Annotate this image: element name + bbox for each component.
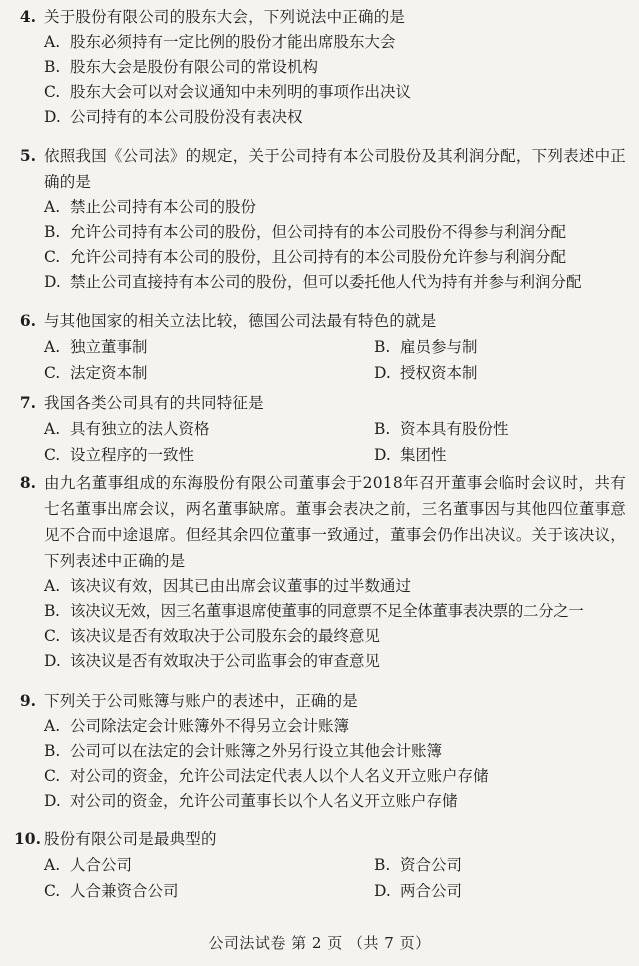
option-b: B. 该决议无效，因三名董事退席使董事的同意票不足全体董事表决票的二分之一 [44, 602, 584, 620]
question-stem: 与其他国家的相关立法比较，德国公司法最有特色的就是 [44, 312, 437, 330]
option-d: D. 该决议是否有效取决于公司监事会的审查意见 [44, 652, 381, 670]
question-stem: 关于股份有限公司的股东大会，下列说法中正确的是 [44, 8, 406, 26]
option-a: A. 该决议有效，因其已由出席会议董事的过半数通过 [44, 577, 412, 595]
option-b: B. 资本具有股份性 [374, 420, 509, 438]
option-d: D. 集团性 [374, 446, 447, 464]
option-a: A. 股东必须持有一定比例的股份才能出席股东大会 [44, 33, 396, 51]
option-c: C. 允许公司持有本公司的股份，且公司持有的本公司股份允许参与利润分配 [44, 248, 567, 266]
question-9 [14, 688, 626, 814]
question-number: 9. [19, 691, 36, 710]
option-d: D. 对公司的资金，允许公司董事长以个人名义开立账户存储 [44, 792, 458, 810]
option-a: A. 具有独立的法人资格 [44, 420, 210, 438]
option-c: C. 对公司的资金，允许公司法定代表人以个人名义开立账户存储 [44, 767, 489, 785]
option-d: D. 公司持有的本公司股份没有表决权 [44, 108, 303, 126]
option-a: A. 公司除法定会计账簿外不得另立会计账簿 [44, 717, 350, 735]
option-c: C. 该决议是否有效取决于公司股东会的最终意见 [44, 627, 381, 645]
option-c: C. 设立程序的一致性 [44, 446, 195, 464]
question-8 [14, 470, 626, 674]
question-10 [14, 826, 626, 904]
question-stem: 由九名董事组成的东海股份有限公司董事会于2018年召开董事会临时会议时，共有七名董事出席会议，两名董事缺席。董事会表决之前，三名董事因与其他四位董事意见不合而中途退席。但经其余四位董事一致通过，董事会仍作出决议。关于该决议，下列表述中正确的是 [44, 474, 626, 570]
question-stem: 我国各类公司具有的共同特征是 [44, 394, 264, 412]
question-number: 5. [19, 146, 36, 165]
option-c: C. 股东大会可以对会议通知中未列明的事项作出决议 [44, 83, 412, 101]
option-d: D. 禁止公司直接持有本公司的股份，但可以委托他人代为持有并参与利润分配 [44, 273, 582, 291]
question-number: 8. [19, 473, 36, 492]
option-c: C. 人合兼资合公司 [44, 882, 179, 900]
option-d: D. 授权资本制 [374, 364, 478, 382]
question-stem: 下列关于公司账簿与账户的表述中，正确的是 [44, 692, 359, 710]
question-6 [14, 308, 626, 386]
option-b: B. 允许公司持有本公司的股份，但公司持有的本公司股份不得参与利润分配 [44, 223, 567, 241]
option-a: A. 独立董事制 [44, 338, 148, 356]
question-number: 7. [19, 393, 36, 412]
question-number: 4. [19, 7, 36, 26]
question-7 [14, 390, 626, 468]
option-d: D. 两合公司 [374, 882, 463, 900]
question-number: 6. [19, 311, 36, 330]
option-b: B. 雇员参与制 [374, 338, 478, 356]
option-c: C. 法定资本制 [44, 364, 148, 382]
question-4 [14, 4, 626, 130]
option-b: B. 股东大会是股份有限公司的常设机构 [44, 58, 319, 76]
page-footer: 公司法试卷 第 2 页 （共 7 页） [208, 934, 431, 952]
option-a: A. 人合公司 [44, 856, 133, 874]
question-5 [14, 143, 626, 295]
question-number: 10. [14, 829, 41, 848]
question-stem: 依照我国《公司法》的规定，关于公司持有本公司股份及其利润分配，下列表述中正确的是 [44, 147, 626, 191]
option-b: B. 公司可以在法定的会计账簿之外另行设立其他会计账簿 [44, 742, 443, 760]
question-stem: 股份有限公司是最典型的 [44, 830, 217, 848]
option-b: B. 资合公司 [374, 856, 463, 874]
option-a: A. 禁止公司持有本公司的股份 [44, 198, 257, 216]
